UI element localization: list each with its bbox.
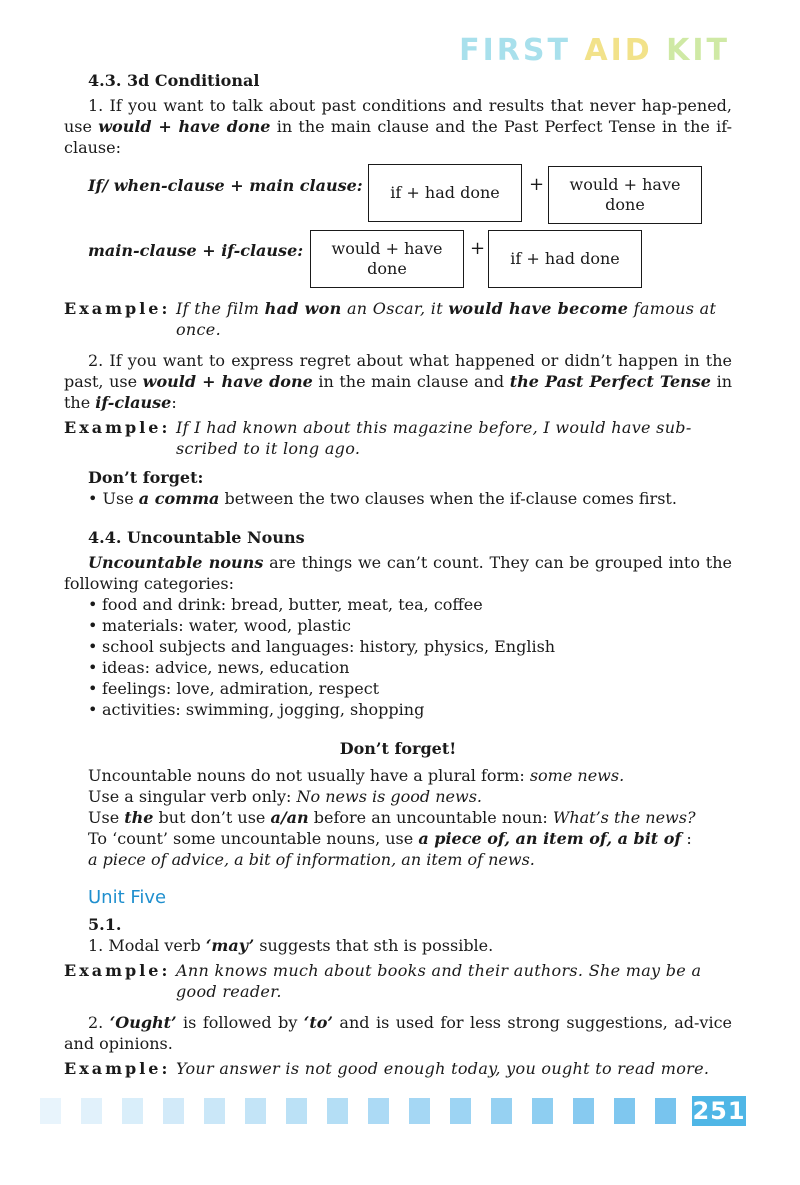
dont-forget-rules [64, 765, 732, 870]
footer-square [491, 1098, 512, 1124]
formula-label-2: main-clause + if-clause: [88, 241, 304, 260]
formula-box-would-have-done: would + have done [548, 166, 702, 224]
rule-line: a piece of advice, a bit of information, an item of news. [88, 850, 535, 869]
list-item: • ideas: advice, news, education [88, 657, 732, 678]
footer-square [245, 1098, 266, 1124]
paragraph-5-1-1: 1. Modal verb ‘may’ suggests that sth is possible. [88, 936, 494, 955]
footer-square [532, 1098, 553, 1124]
banner-word-aid: AID [584, 33, 653, 68]
unit-heading: Unit Five [88, 887, 167, 908]
header-banner [459, 34, 730, 68]
footer-decorative-strip [40, 1098, 746, 1126]
rule-line: Uncountable nouns do not usually have a plural form: some news. [88, 766, 625, 785]
formula-box-would-have-done: would + have done [310, 230, 464, 288]
example-4-3-1: Example: If the film had won an Oscar, it would have become famous at once. [64, 299, 717, 339]
page-number: 251 [692, 1097, 746, 1125]
footer-square [614, 1098, 635, 1124]
list-item: • food and drink: bread, butter, meat, tea, coffee [88, 594, 732, 615]
list-item: • activities: swimming, jogging, shopping [88, 699, 732, 720]
formula-row-2 [64, 230, 732, 296]
footer-square [655, 1098, 676, 1124]
footer-square [450, 1098, 471, 1124]
example-label: Example: [64, 1059, 171, 1078]
rule-line: To ‘count’ some uncountable nouns, use a piece of, an item of, a bit of : [88, 829, 692, 848]
dont-forget-4-3 [64, 467, 732, 509]
list-item: • school subjects and languages: history, physics, English [88, 636, 732, 657]
section-heading-5-1: 5.1. [88, 915, 122, 934]
formula-box-if-had-done: if + had done [488, 230, 642, 288]
footer-square [204, 1098, 225, 1124]
example-label: Example: [64, 299, 171, 318]
categories-list [64, 594, 732, 720]
formula-label-1: If/ when-clause + main clause: [88, 176, 363, 195]
example-4-3-2: Example: If I had known about this magazine before, I would have sub-scribed to it long ago. [64, 418, 692, 458]
example-label: Example: [64, 961, 171, 980]
footer-square [81, 1098, 102, 1124]
footer-square [122, 1098, 143, 1124]
list-item: • feelings: love, admiration, respect [88, 678, 732, 699]
rule-line: Use a singular verb only: No news is good news. [88, 787, 482, 806]
list-item: • Use a comma between the two clauses when the if-clause comes first. [88, 489, 677, 508]
example-5-1-1: Example: Ann knows much about books and their authors. She may be a good reader. [64, 961, 702, 1001]
footer-square [286, 1098, 307, 1124]
footer-square [327, 1098, 348, 1124]
footer-square [163, 1098, 184, 1124]
list-item: • materials: water, wood, plastic [88, 615, 732, 636]
paragraph-4-3-2: 2. If you want to express regret about what happened or didn’t happen in the past, use would + have done in the main clause and the Past Perfect Tense in the if-clause: [64, 351, 733, 412]
paragraph-4-3-1: 1. If you want to talk about past conditions and results that never hap-pened, use would + have done in the main clause and the Past Perfect Tense in the if-clause: [64, 96, 732, 157]
plus-sign: + [529, 174, 545, 195]
paragraph-5-1-2: 2. ‘Ought’ is followed by ‘to’ and is used for less strong suggestions, ad-vice and opinions. [64, 1013, 733, 1053]
dont-forget-heading: Don’t forget: [88, 468, 204, 487]
banner-word-kit: KIT [666, 33, 730, 68]
dont-forget-heading-4-4: Don’t forget! [339, 739, 457, 758]
formula-box-if-had-done: if + had done [368, 164, 522, 222]
example-label: Example: [64, 418, 171, 437]
example-5-1-2: Example: Your answer is not good enough today, you ought to read more. [64, 1059, 710, 1078]
banner-word-first: FIRST [459, 33, 571, 68]
page-content [64, 70, 732, 1079]
section-heading-4-3: 4.3. 3d Conditional [88, 71, 260, 90]
section-heading-4-4: 4.4. Uncountable Nouns [88, 528, 305, 547]
footer-square [40, 1098, 61, 1124]
formula-row-1 [64, 164, 732, 230]
footer-square [573, 1098, 594, 1124]
plus-sign: + [470, 238, 486, 259]
footer-square [368, 1098, 389, 1124]
footer-square [409, 1098, 430, 1124]
rule-line: Use the but don’t use a/an before an uncountable noun: What’s the news? [88, 808, 696, 827]
paragraph-4-4-intro: Uncountable nouns are things we can’t count. They can be grouped into the following categories: [64, 553, 732, 593]
